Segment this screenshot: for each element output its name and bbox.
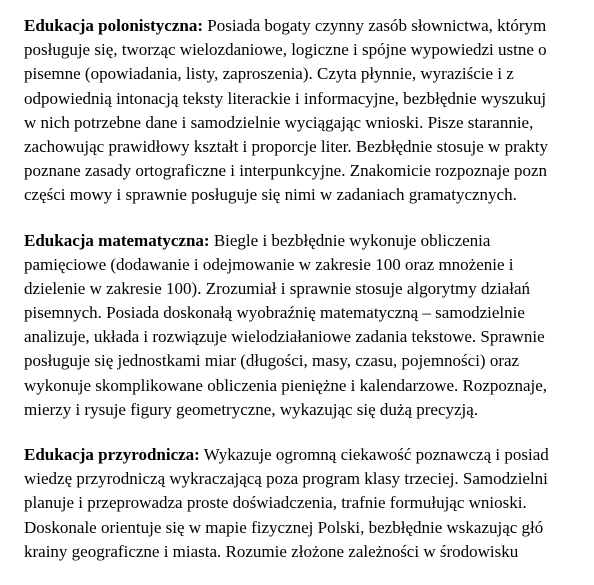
paragraph-line: Doskonale orientuje się w mapie fizycznej Polski, bezbłędnie wskazując głó — [24, 517, 544, 537]
paragraph-text: Wykazuje ogromną ciekawość poznawczą i posiad — [199, 445, 549, 464]
paragraph-line: wykonuje skomplikowane obliczenia pieniężne i kalendarzowe. Rozpoznaje, — [24, 375, 548, 395]
section-edukacja-przyrodnicza — [24, 443, 594, 564]
paragraph-line: zachowując prawidłowy kształt i proporcje liter. Bezbłędnie stosuje w prakty — [24, 136, 549, 156]
section-heading: Edukacja polonistyczna: — [24, 16, 203, 35]
paragraph-line: pisemne (opowiadania, listy, zaproszenia). Czyta płynnie, wyraziście i z — [24, 64, 514, 84]
paragraph-line: posługuje się jednostkami miar (długości, masy, czasu, pojemności) oraz — [24, 351, 520, 371]
section-heading: Edukacja matematyczna: — [24, 230, 210, 250]
paragraph-text: Biegle i bezbłędnie wykonuje obliczenia — [209, 230, 491, 250]
paragraph-line: części mowy i sprawnie posługuje się nimi w zadaniach gramatycznych. — [24, 185, 517, 205]
paragraph-line: krainy geograficzne i miasta. Rozumie złożone zależności w środowisku — [24, 541, 519, 561]
paragraph-line: wiedzę przyrodniczą wykraczającą poza program klasy trzeciej. Samodzielni — [24, 469, 548, 489]
paragraph-line — [24, 14, 594, 38]
paragraph-line — [24, 229, 594, 253]
section-heading: Edukacja przyrodnicza: — [24, 445, 200, 464]
document-page — [24, 14, 594, 585]
paragraph-line: pamięciowe (dodawanie i odejmowanie w zakresie 100 oraz mnożenie i — [24, 254, 514, 274]
paragraph-line: posługuje się, tworząc wielozdaniowe, logiczne i spójne wypowiedzi ustne o — [24, 40, 547, 60]
paragraph-text: Posiada bogaty czynny zasób słownictwa, którym — [203, 16, 547, 35]
paragraph-line: dzielenie w zakresie 100). Zrozumiał i sprawnie stosuje algorytmy działań — [24, 278, 531, 298]
paragraph-line: poznane zasady ortograficzne i interpunkcyjne. Znakomicie rozpoznaje pozn — [24, 161, 547, 181]
paragraph-line: w nich potrzebne dane i samodzielnie wyciągając wnioski. Pisze starannie, — [24, 112, 534, 132]
paragraph-line: pisemnych. Posiada doskonałą wyobraźnię matematyczną – samodzielnie — [24, 303, 525, 323]
paragraph-line: analizuje, układa i rozwiązuje wielodziałaniowe zadania tekstowe. Sprawnie — [24, 327, 545, 347]
paragraph-line — [24, 443, 594, 467]
paragraph-line: mierzy i rysuje figury geometryczne, wykazując się dużą precyzją. — [24, 399, 479, 419]
paragraph-line: planuje i przeprowadza proste doświadczenia, trafnie formułując wnioski. — [24, 493, 527, 513]
section-edukacja-polonistyczna — [24, 14, 594, 208]
section-edukacja-matematyczna — [24, 229, 594, 423]
paragraph-line: odpowiednią intonacją teksty literackie i informacyjne, bezbłędnie wyszukuj — [24, 88, 547, 108]
